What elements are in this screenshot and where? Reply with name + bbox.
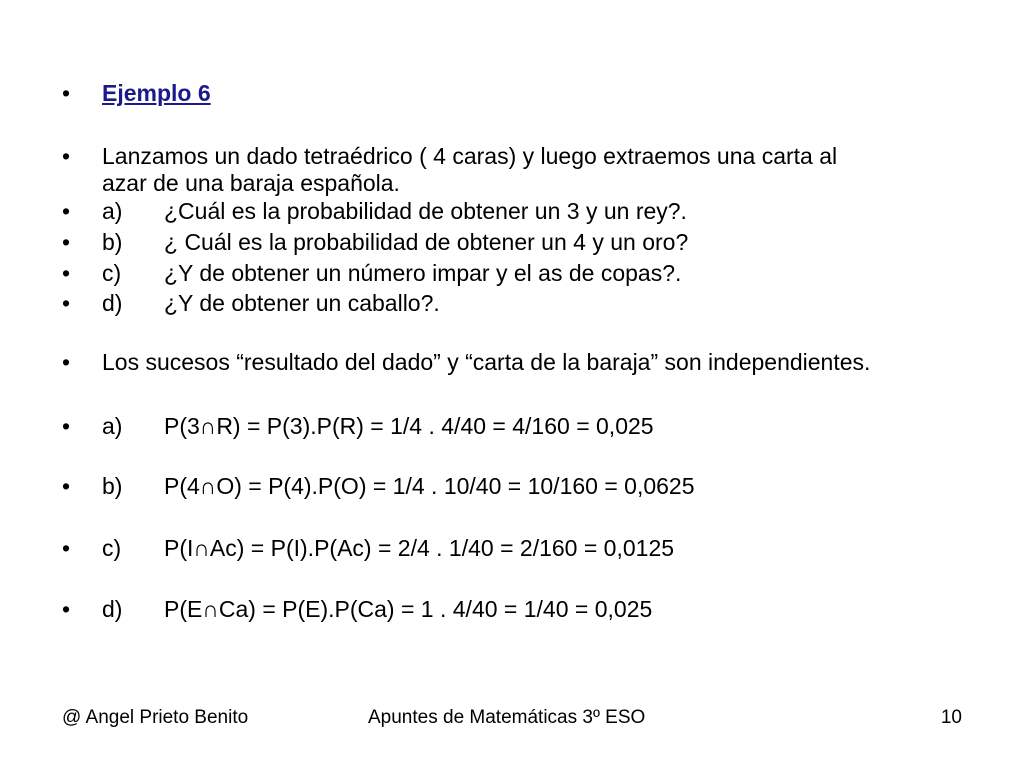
answer-formula: P(I∩Ac) = P(I).P(Ac) = 2/4 . 1/40 = 2/160 = 0,0125 bbox=[164, 535, 675, 561]
question-text: ¿ Cuál es la probabilidad de obtener un 4 y un oro? bbox=[164, 229, 689, 255]
footer-page-number: 10 bbox=[940, 707, 962, 728]
bullet: • bbox=[62, 413, 71, 439]
bullet: • bbox=[62, 473, 71, 499]
title-row bbox=[62, 80, 984, 107]
footer-course: Apuntes de Matemáticas 3º ESO bbox=[368, 707, 646, 728]
answer-label: a) bbox=[102, 413, 123, 439]
statement-line-1: Lanzamos un dado tetraédrico ( 4 caras) y luego extraemos una carta al bbox=[102, 143, 838, 169]
question-c bbox=[62, 260, 984, 287]
statement-line-2: azar de una baraja española. bbox=[102, 170, 400, 196]
question-label: d) bbox=[102, 290, 123, 316]
question-label: a) bbox=[102, 198, 123, 224]
bullet: • bbox=[62, 229, 71, 255]
question-b bbox=[62, 229, 984, 256]
question-label: b) bbox=[102, 229, 123, 255]
answer-formula: P(4∩O) = P(4).P(O) = 1/4 . 10/40 = 10/160 = 0,0625 bbox=[164, 473, 695, 499]
answer-label: c) bbox=[102, 535, 122, 561]
question-text: ¿Cuál es la probabilidad de obtener un 3 y un rey?. bbox=[164, 198, 687, 224]
bullet: • bbox=[62, 260, 71, 286]
question-text: ¿Y de obtener un caballo?. bbox=[164, 290, 440, 316]
bullet: • bbox=[62, 596, 71, 622]
bullet: • bbox=[62, 143, 71, 169]
question-text: ¿Y de obtener un número impar y el as de copas?. bbox=[164, 260, 682, 286]
bullet: • bbox=[62, 80, 71, 106]
answer-label: d) bbox=[102, 596, 123, 622]
answer-d bbox=[62, 596, 984, 623]
slide-title: Ejemplo 6 bbox=[102, 80, 211, 106]
statement-text bbox=[102, 143, 984, 197]
bullet: • bbox=[62, 290, 71, 316]
question-label: c) bbox=[102, 260, 122, 286]
question-d bbox=[62, 290, 984, 317]
answer-label: b) bbox=[102, 473, 123, 499]
footer-author: @ Angel Prieto Benito bbox=[62, 707, 249, 728]
answer-formula: P(E∩Ca) = P(E).P(Ca) = 1 . 4/40 = 1/40 = 0,025 bbox=[164, 596, 653, 622]
bullet: • bbox=[62, 349, 71, 375]
answer-formula: P(3∩R) = P(3).P(R) = 1/4 . 4/40 = 4/160 = 0,025 bbox=[164, 413, 654, 439]
bullet: • bbox=[62, 535, 71, 561]
answer-c bbox=[62, 535, 984, 562]
independence-note: Los sucesos “resultado del dado” y “carta de la baraja” son independientes. bbox=[102, 349, 871, 375]
answer-a bbox=[62, 413, 984, 440]
bullet: • bbox=[62, 198, 71, 224]
question-a bbox=[62, 198, 984, 225]
statement-row bbox=[62, 143, 984, 197]
independence-note-row bbox=[62, 349, 984, 376]
answer-b bbox=[62, 473, 984, 500]
